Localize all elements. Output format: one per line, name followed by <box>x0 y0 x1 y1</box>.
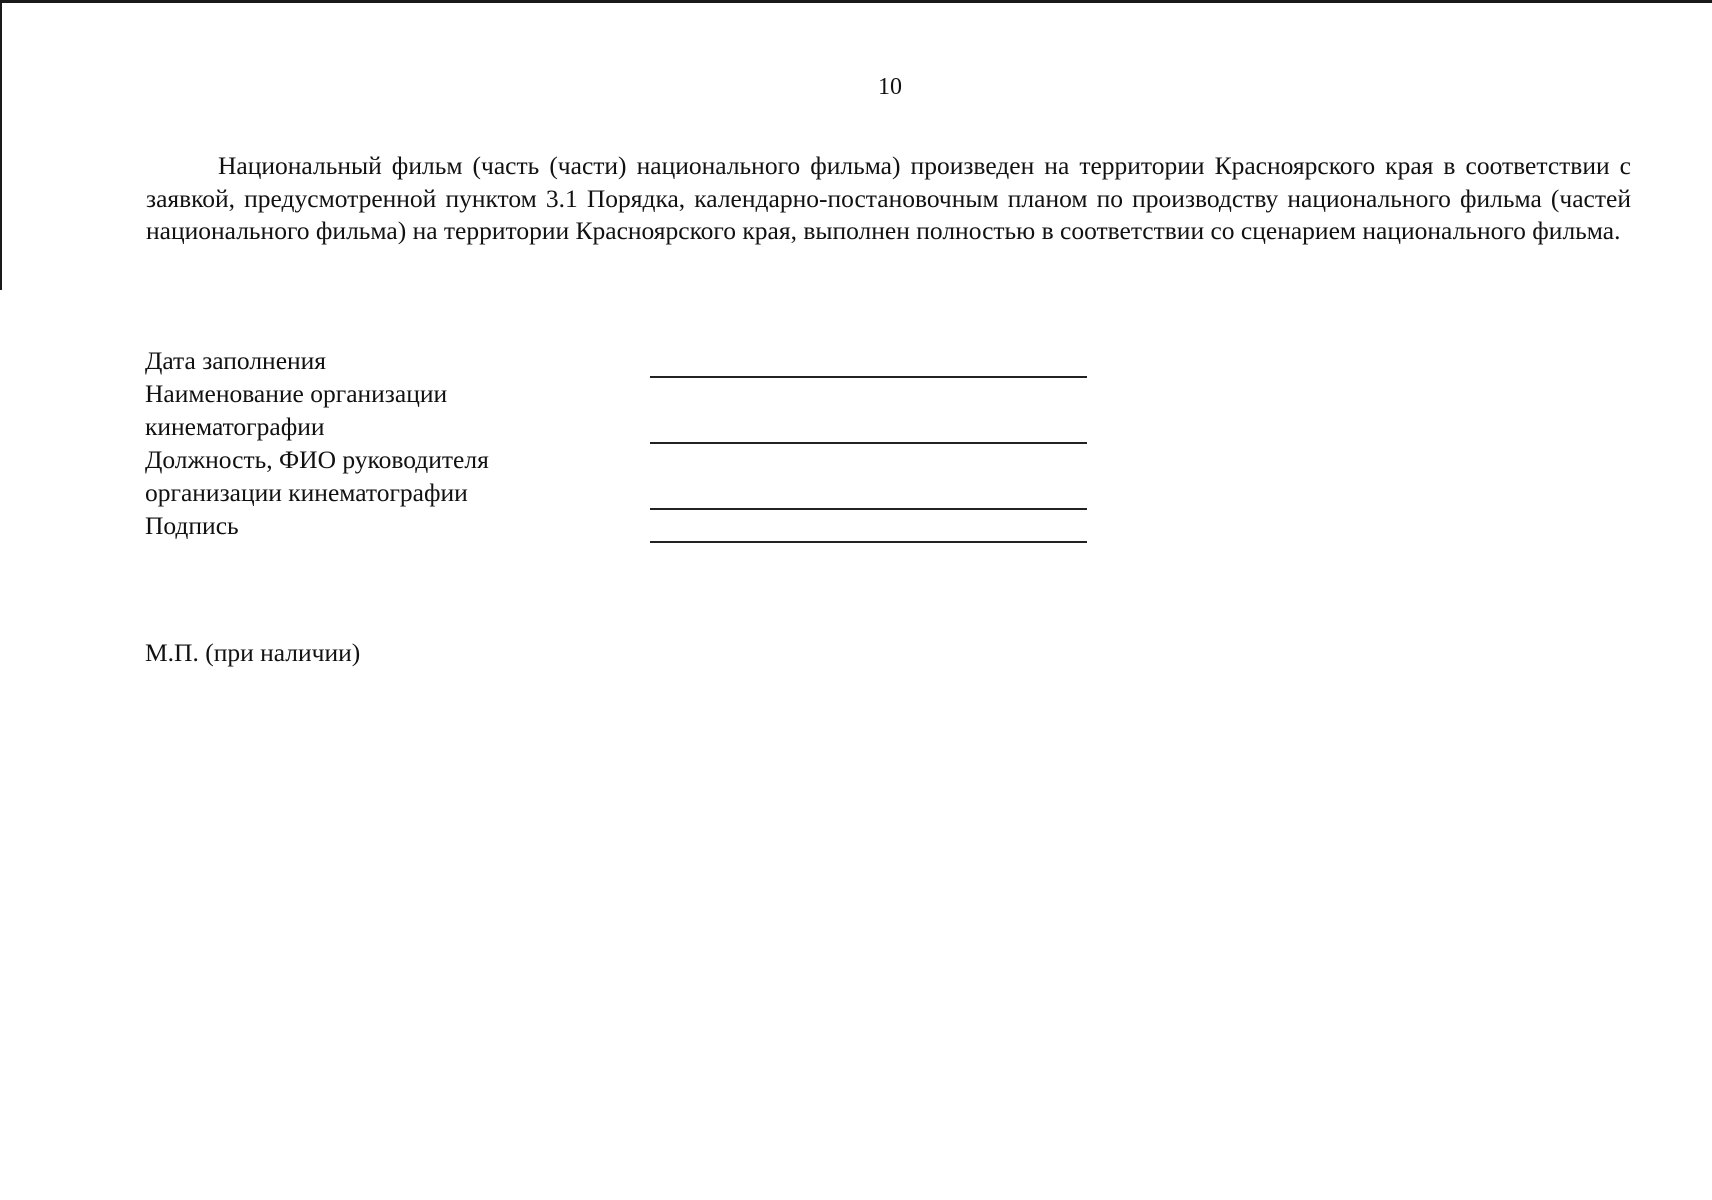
head-fill-line[interactable] <box>650 508 1087 510</box>
body-paragraph: Национальный фильм (часть (части) национального фильма) произведен на территории Красноярского края в соответствии с заявкой, предусмотренной пунктом 3.1 Порядка, календарно-постановочным планом по производству национального фильма (частей национального фильма) на территории Красноярского края, выполнен полностью в соответствии со сценарием национального фильма. <box>146 151 1631 245</box>
date-fill-line[interactable] <box>650 376 1087 378</box>
scan-border-top <box>0 0 1712 3</box>
signature-label: Подпись <box>145 511 239 540</box>
page-number: 10 <box>878 74 902 100</box>
head-label-line-2: организации кинематографии <box>145 478 468 507</box>
date-label: Дата заполнения <box>145 346 327 375</box>
organization-fill-line[interactable] <box>650 442 1087 444</box>
signature-fill-line[interactable] <box>650 541 1087 543</box>
scan-border-left <box>0 0 2 290</box>
organization-label-line-2: кинематографии <box>145 412 325 441</box>
stamp-label: М.П. (при наличии) <box>145 638 361 667</box>
head-label-line-1: Должность, ФИО руководителя <box>145 445 489 474</box>
organization-label-line-1: Наименование организации <box>145 379 448 408</box>
